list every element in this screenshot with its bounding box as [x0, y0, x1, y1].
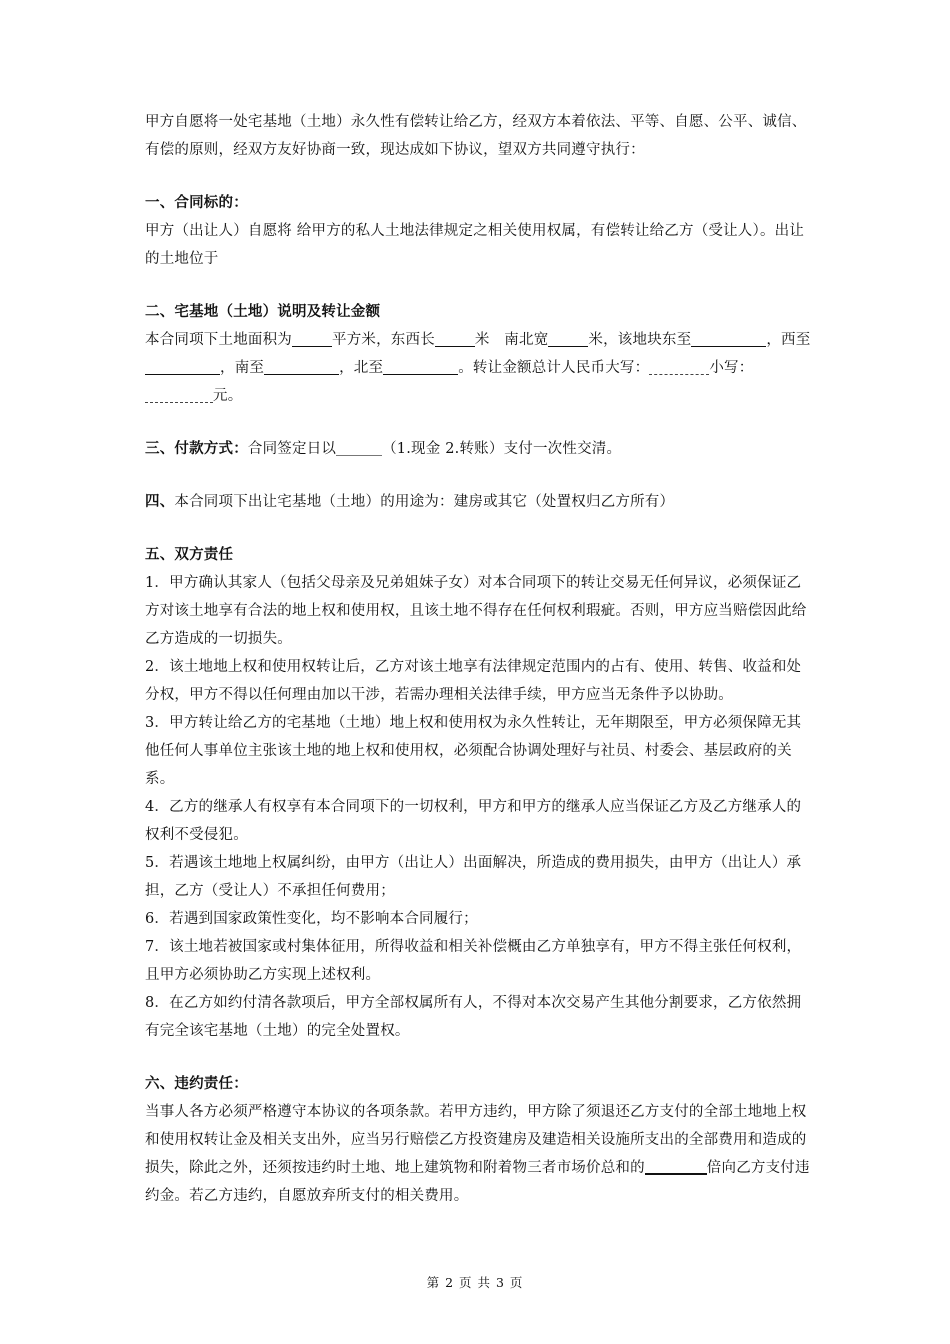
- s2-text: ，: [766, 332, 782, 348]
- section-1-text-2: 出让的土地位于: [145, 223, 805, 267]
- responsibility-item: 8．在乙方如约付清各款项后，甲方全部权属所有人，不得对本次交易产生其他分割要求，乙方依然拥有完全该宅基地（土地）的完全处置权。: [145, 995, 802, 1039]
- south-boundary-blank[interactable]: [264, 356, 339, 375]
- east-west-length-blank[interactable]: [435, 328, 475, 347]
- section-2-paragraph: [145, 326, 815, 410]
- section-3-paragraph: [145, 435, 815, 463]
- north-south-width-blank[interactable]: [548, 328, 588, 347]
- s2-text: 米，该地块东至: [588, 332, 692, 348]
- s2-text: 西至: [781, 332, 811, 348]
- s4-text: 本合同项下出让宅基地（土地）的用途为：建房或其它（处置权归乙方所有）: [174, 494, 675, 510]
- responsibility-item: 2．该土地地上权和使用权转让后，乙方对该土地享有法律规定范围内的占有、使用、转售、收益和处分权，甲方不得以任何理由加以干涉，若需办理相关法律手续，甲方应当无条件予以协助。: [145, 659, 802, 703]
- responsibility-item: 7．该土地若被国家或村集体征用，所得收益和相关补偿概由乙方单独享有，甲方不得主张任何权利，且甲方必须协助乙方实现上述权利。: [145, 939, 802, 983]
- responsibility-item: 3．甲方转让给乙方的宅基地（土地）地上权和使用权为永久性转让，无年期限至，甲方必须保障无其他任何人事单位主张该土地的地上权和使用权，必须配合协调处理好与社员、村委会、基层政府的关系。: [145, 715, 802, 787]
- s2-text: 。转让金额总计人民币大写：: [458, 360, 650, 376]
- s2-text: 平方米，东西长: [332, 332, 435, 348]
- s3-text: （1.现金 2.转账）支付一次性交清。: [382, 441, 622, 457]
- intro-paragraph: 甲方自愿将一处宅基地（土地）永久性有偿转让给乙方，经双方本着依法、平等、自愿、公平、诚信、有偿的原则，经双方友好协商一致，现达成如下协议，望双方共同遵守执行：: [145, 114, 807, 158]
- s3-text: 合同签定日以: [247, 441, 337, 457]
- s2-text: 米 南北宽: [474, 332, 549, 348]
- amount-uppercase-blank[interactable]: [649, 356, 709, 375]
- section-5-title: 五、双方责任: [145, 546, 234, 563]
- responsibility-item: 5．若遇该土地地上权属纠纷，由甲方（出让人）出面解决，所造成的费用损失，由甲方（出让人）承担，乙方（受让人）不承担任何费用；: [145, 855, 802, 899]
- section-1-title: 一、合同标的：: [145, 194, 248, 211]
- section-1-text-1: 甲方（出让人）自愿将 给甲方的私人土地法律规定之相关使用权属，有偿转让给乙方（受让人）。: [145, 223, 775, 239]
- east-boundary-blank[interactable]: [691, 328, 766, 347]
- section-6-paragraph: [145, 1098, 815, 1210]
- section-1-paragraph: [145, 217, 815, 273]
- north-boundary-blank[interactable]: [383, 356, 458, 375]
- s2-text: 小写：: [709, 360, 754, 376]
- s6-text: 倍向乙方支付违约金。若乙方违约，自愿放弃所支付的相关费用。: [145, 1160, 810, 1204]
- page-number-footer: 第 2 页 共 3 页: [426, 1275, 524, 1290]
- responsibility-item: 6．若遇到国家政策性变化，均不影响本合同履行；: [145, 911, 478, 927]
- contract-body: [145, 108, 815, 1210]
- area-blank[interactable]: [292, 328, 332, 347]
- responsibility-item: 1．甲方确认其家人（包括父母亲及兄弟姐妹子女）对本合同项下的转让交易无任何异议，必须保证乙方对该土地享有合法的地上权和使用权，且该土地不得存在任何权利瑕疵。否则，甲方应当赔偿因此给乙方造成的一切损失。: [145, 575, 807, 647]
- s2-text: 元。: [213, 388, 243, 404]
- section-4-paragraph: [145, 488, 815, 516]
- s2-text: ，南至: [220, 360, 265, 376]
- s2-text: ，北至: [339, 360, 384, 376]
- s2-text: 本合同项下土地面积为: [145, 332, 292, 348]
- payment-method-blank[interactable]: [336, 437, 382, 456]
- amount-lowercase-blank[interactable]: [145, 384, 213, 403]
- section-4-title: 四、: [145, 493, 175, 510]
- section-2-title: 二、宅基地（土地）说明及转让金额: [145, 303, 381, 320]
- west-boundary-blank[interactable]: [145, 356, 220, 375]
- section-3-title: 三、付款方式：: [145, 440, 248, 457]
- s6-text: 当事人各方必须严格遵守本协议的各项条款。若甲方违约，甲方除了须退还乙方支付的全部土地地上权和使用权转让金及相关支出外，应当另行赔偿乙方投资建房及建造相关设施所支出的全部费用和造成的损失，除此之外，还须按违约时土地、地上建筑物和附着物三者市场价总和的: [145, 1104, 807, 1176]
- section-6-title: 六、违约责任：: [145, 1075, 248, 1092]
- penalty-multiple-blank[interactable]: [645, 1155, 707, 1175]
- responsibility-item: 4．乙方的继承人有权享有本合同项下的一切权利，甲方和甲方的继承人应当保证乙方及乙方继承人的权利不受侵犯。: [145, 799, 802, 843]
